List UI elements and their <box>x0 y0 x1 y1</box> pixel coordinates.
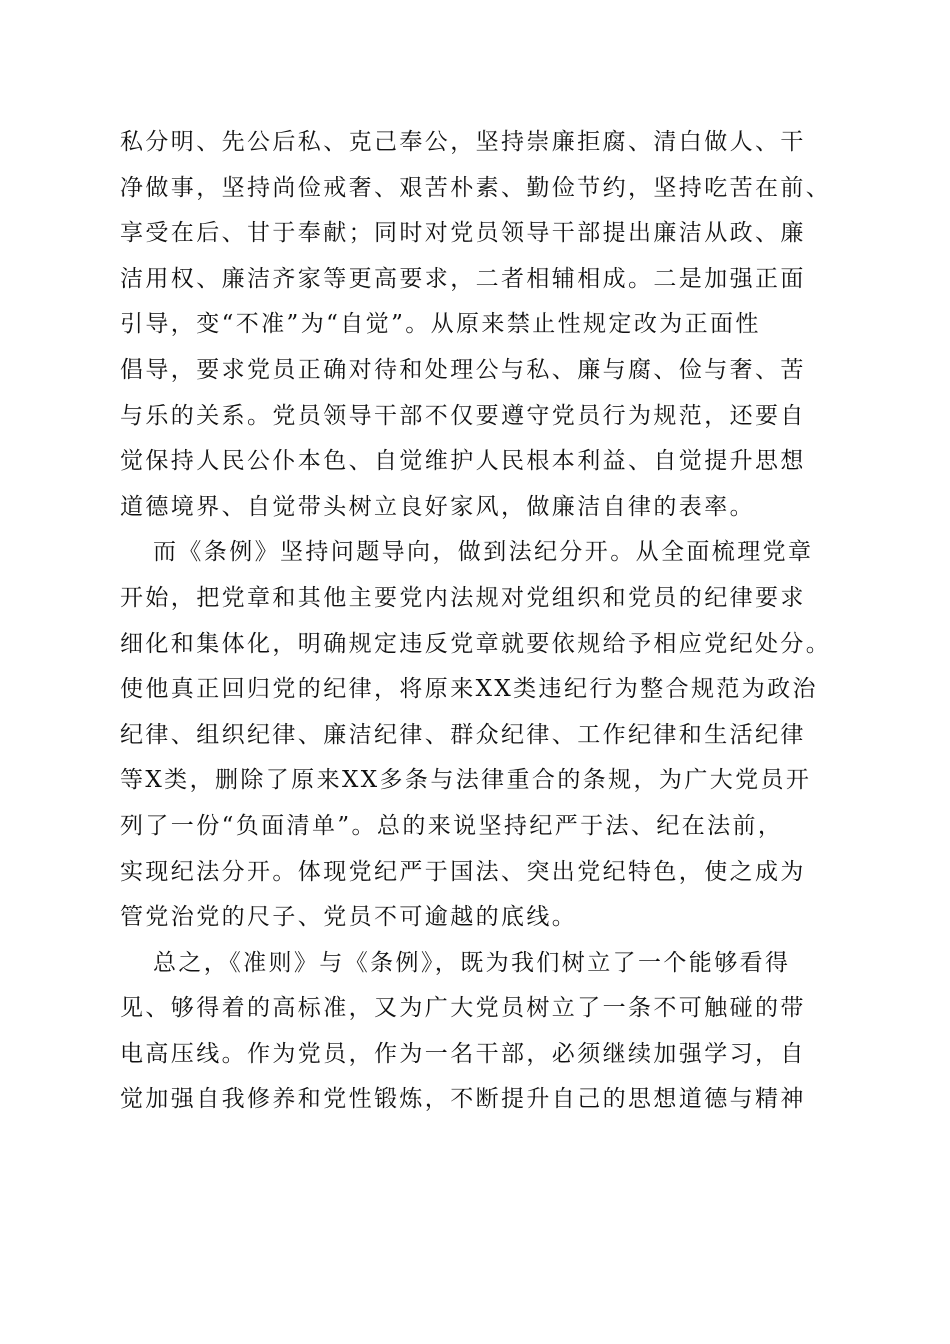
text-line: 觉加强自我修养和党性锻炼，不断提升自己的思想道德与精神 <box>120 1086 806 1113</box>
text-line: 与乐的关系。党员领导干部不仅要遵守党员行为规范，还要自 <box>120 402 806 429</box>
text-line: 私分明、先公后私、克己奉公，坚持崇廉拒腐、清白做人、干 <box>120 129 806 155</box>
text-line: 细化和集体化，明确规定违反党章就要依规给予相应党纪处分。 <box>120 630 832 657</box>
text-line: 净做事，坚持尚俭戒奢、艰苦朴素、勤俭节约，坚持吃苦在前、 <box>120 174 832 201</box>
text-line: 纪律、组织纪律、廉洁纪律、群众纪律、工作纪律和生活纪律 <box>120 721 806 748</box>
text-line: 电高压线。作为党员，作为一名干部，必须继续加强学习，自 <box>120 1040 806 1067</box>
text-line: 引导，变“不准”为“自觉”。从原来禁止性规定改为正面性 <box>120 311 761 338</box>
text-line: 道德境界、自觉带头树立良好家风，做廉洁自律的表率。 <box>120 493 755 520</box>
text-line: 见、够得着的高标准，又为广大党员树立了一条不可触碰的带 <box>120 995 806 1022</box>
paragraph-start-line: 而《条例》坚持问题导向，做到法纪分开。从全面梳理党章 <box>153 539 814 566</box>
text-line: 使他真正回归党的纪律，将原来XX类违纪行为整合规范为政治 <box>120 676 818 703</box>
text-line: 实现纪法分开。体现党纪严于国法、突出党纪特色，使之成为 <box>120 858 806 885</box>
text-line: 倡导，要求党员正确对待和处理公与私、廉与腐、俭与奢、苦 <box>120 356 806 383</box>
text-line: 觉保持人民公仆本色、自觉维护人民根本利益、自觉提升思想 <box>120 448 806 475</box>
text-line: 洁用权、廉洁齐家等更高要求，二者相辅相成。二是加强正面 <box>120 265 806 292</box>
body-text <box>120 120 840 1123</box>
text-line: 管党治党的尺子、党员不可逾越的底线。 <box>120 904 578 931</box>
text-line: 列了一份“负面清单”。总的来说坚持纪严于法、纪在法前， <box>120 812 784 839</box>
paragraph-start-line: 总之，《准则》与《条例》，既为我们树立了一个能够看得 <box>153 949 791 976</box>
text-line: 享受在后、甘于奉献；同时对党员领导干部提出廉洁从政、廉 <box>120 220 806 247</box>
text-line: 开始，把党章和其他主要党内法规对党组织和党员的纪律要求 <box>120 584 806 611</box>
text-line: 等X类，删除了原来XX多条与法律重合的条规，为广大党员开 <box>120 767 812 794</box>
